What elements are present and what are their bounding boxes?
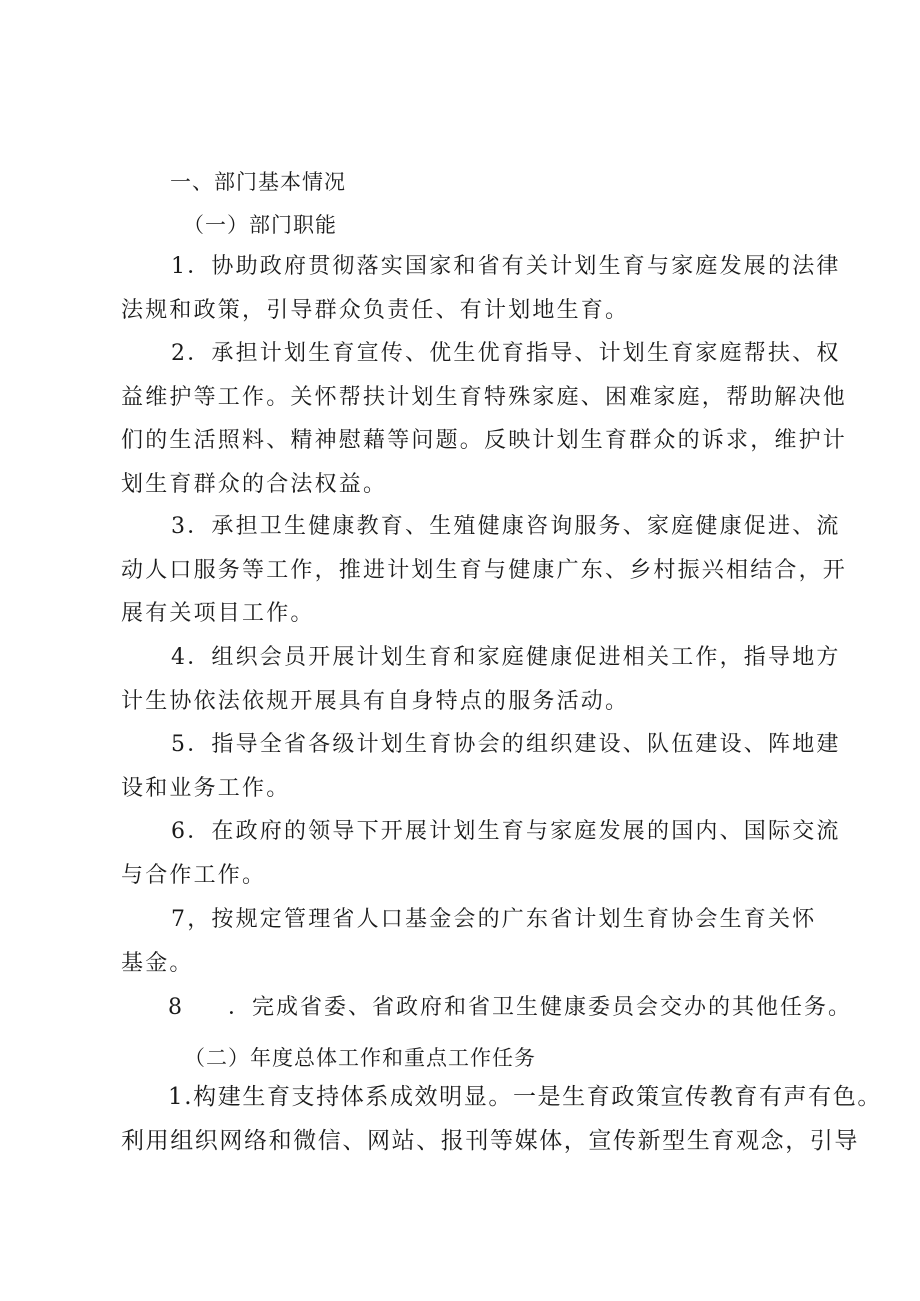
item-paragraph-7 [121, 898, 817, 985]
task-paragraph [121, 1075, 882, 1163]
item-number: 5 [171, 732, 188, 757]
item-number: 8 [168, 995, 184, 1020]
paragraph-line: 1．协助政府贯彻落实国家和省有关计划生育与家庭发展的法律 [171, 254, 841, 279]
item-paragraph-2 [121, 332, 848, 506]
item-number: 4 [171, 645, 188, 670]
paragraph-line: 动人口服务等工作，推进计划生育与健康广东、乡村振兴相结合，开 [121, 557, 848, 583]
paragraph-line: 展有关项目工作。 [121, 601, 315, 626]
paragraph-line: 1.构建生育支持体系成效明显。一是生育政策宣传教育有声有色。 [168, 1084, 882, 1110]
paragraph-line: 3．承担卫生健康教育、生殖健康咨询服务、家庭健康促进、流 [171, 514, 841, 539]
paragraph-line: 4．组织会员开展计划生育和家庭健康促进相关工作，指导地方 [171, 645, 841, 670]
item-paragraph-8 [168, 990, 852, 1021]
paragraph-line: 们的生活照料、精神慰藉等问题。反映计划生育群众的诉求，维护计 [121, 428, 848, 453]
paragraph-line: 6．在政府的领导下开展计划生育与家庭发展的国内、国际交流 [171, 819, 841, 844]
paragraph-line: 计生协依法依规开展具有自身特点的服务活动。 [121, 688, 630, 714]
paragraph-line: 2．承担计划生育宣传、优生优育指导、计划生育家庭帮扶、权 [171, 341, 841, 366]
item-number: 2 [171, 341, 188, 366]
item-number: 6 [171, 819, 188, 844]
subsection-heading-2: （二）年度总体工作和重点工作任务 [184, 1046, 536, 1070]
paragraph-line: 法规和政策，引导群众负责任、有计划地生育。 [121, 297, 630, 323]
item-number: 3 [171, 514, 188, 539]
paragraph-line: 5．指导全省各级计划生育协会的组织建设、队伍建设、阵地建 [171, 732, 841, 757]
item-paragraph-3 [121, 505, 848, 636]
item-number: 1 [171, 254, 188, 279]
paragraph-line: 7，按规定管理省人口基金会的广东省计划生育协会生育关怀 [171, 907, 817, 932]
item-paragraph-5 [121, 723, 841, 810]
subsection-heading: （一）部门职能 [183, 213, 337, 237]
paragraph-line: 划生育群众的合法权益。 [121, 471, 388, 497]
paragraph-line: 设和业务工作。 [121, 775, 291, 801]
section-heading: 一、部门基本情况 [170, 170, 346, 194]
paragraph-line: 与合作工作。 [121, 862, 267, 888]
item-paragraph-1 [121, 245, 841, 332]
paragraph-line: 利用组织网络和微信、网站、报刊等媒体，宣传新型生育观念，引导 [121, 1128, 859, 1154]
item-paragraph-4 [121, 636, 841, 723]
paragraph-line: 基金。 [121, 950, 194, 976]
paragraph-line: 益维护等工作。关怀帮扶计划生育特殊家庭、困难家庭，帮助解决他 [121, 384, 848, 410]
item-number: 7 [171, 907, 188, 932]
item-paragraph-6 [121, 810, 841, 897]
paragraph-line: ．完成省委、省政府和省卫生健康委员会交办的其他任务。 [228, 995, 853, 1020]
